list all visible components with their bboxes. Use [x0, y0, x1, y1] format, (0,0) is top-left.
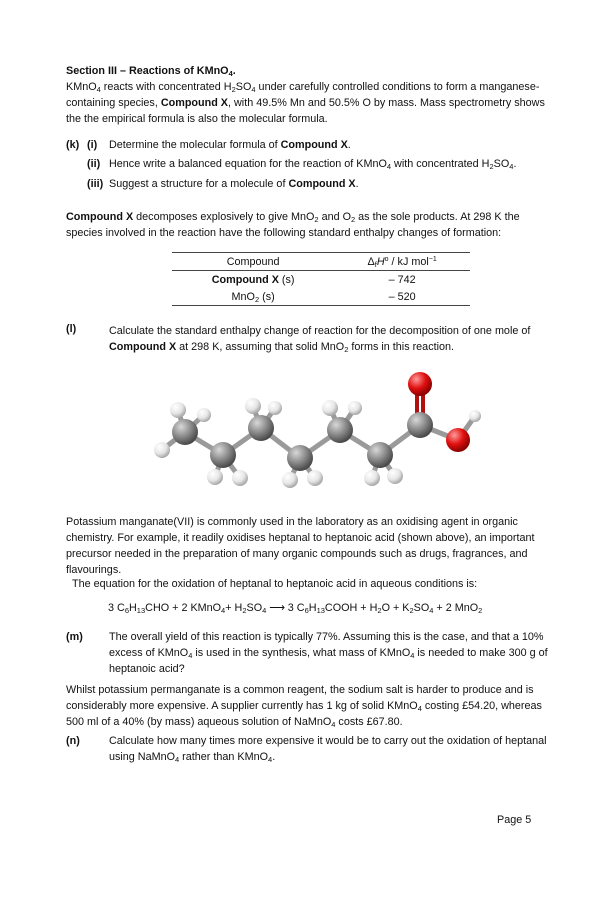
question-text-k-i: Determine the molecular formula of Compound X. [109, 139, 351, 151]
question-label-n: (n) [66, 735, 80, 747]
table-cell-value: – 742 [388, 273, 416, 286]
table-row [172, 271, 470, 289]
table-cell-compound: MnO$_2$ (s) [231, 290, 275, 304]
question-label-m: (m) [66, 631, 83, 643]
question-label-k-ii: (ii) [87, 158, 101, 170]
question-text-l: Calculate the standard enthalpy change of reaction for the decomposition of one mole of Compound X at 298 K, assuming that solid MnO$_2$ forms in this reaction. [109, 325, 531, 354]
table-header-enthalpy: $\Delta_fH^o$ / kJ mol$^{-1}$ [367, 255, 437, 269]
table-cell-value: – 520 [388, 290, 416, 303]
heptanoic-acid-molecule-image [150, 370, 490, 500]
table-header-compound: Compound [226, 255, 280, 268]
equation-intro: The equation for the oxidation of heptanal to heptanoic acid in aqueous conditions is: [72, 578, 478, 590]
table-cell-compound: Compound X (s) [211, 273, 295, 286]
page-number: Page 5 [497, 814, 532, 826]
question-text-k-ii: Hence write a balanced equation for the reaction of KMnO$_4$ with concentrated $H_2SO_4$. [109, 158, 517, 171]
table-row [172, 288, 470, 306]
question-label-k-i: (i) [87, 139, 98, 151]
manganate-paragraph: Potassium manganate(VII) is commonly used in the laboratory as an oxidising agent in organic chemistry. For example, it readily oxidises heptanal to heptanoic acid (shown above), an important precursor needed in the preparation of many organic compounds such as drugs, fragrances, and flavourings. [66, 516, 535, 576]
intro-paragraph: KMnO$_4$ reacts with concentrated $H_2SO_4$ under carefully controlled conditions to form a manganese-containing species, Compound X, with 49.5% Mn and 50.5% O by mass. Mass spectrometry shows the the empirical formula is also the molecular formula. [66, 81, 545, 125]
table-header-row [172, 253, 470, 271]
question-label-k: (k) [66, 139, 80, 151]
question-text-n: Calculate how many times more expensive it would be to carry out the oxidation of heptanal using NaMnO$_4$ rather than KMnO$_4$. [109, 735, 547, 764]
oxidation-equation: 3 $C_6H_{13}CHO + 2$ KMnO$_4$+ $H_2SO_4$ ⟶ 3 $C_6H_{13}COOH + H_2O + K_2SO_4 + 2$ MnO$_2$ [108, 602, 483, 615]
question-label-k-iii: (iii) [87, 178, 104, 190]
section-heading: Section III – Reactions of KMnO$_4$. [66, 65, 236, 78]
permanganate-paragraph: Whilst potassium permanganate is a common reagent, the sodium salt is harder to produce and is considerably more expensive. A supplier currently has 1 kg of solid KMnO$_4$ costing £54.20, whereas 500 ml of a 40% (by mass) aqueous solution of NaMnO$_4$ costs £67.80. [66, 684, 542, 729]
question-text-m: The overall yield of this reaction is typically 77%. Assuming this is the case, and that a 10% excess of KMnO$_4$ is used in the synthesis, what mass of KMnO$_4$ is needed to make 300 g of heptanoic acid? [109, 631, 548, 675]
enthalpy-table [172, 252, 470, 306]
question-text-k-iii: Suggest a structure for a molecule of Compound X. [109, 178, 359, 190]
reaction-arrow: ⟶ [266, 602, 288, 614]
decomposition-paragraph: Compound X decomposes explosively to give MnO$_2$ and $O_2$ as the sole products. At 298 K the species involved in the reaction have the following standard enthalpy changes of formation: [66, 211, 520, 239]
question-label-l: (l) [66, 323, 77, 335]
